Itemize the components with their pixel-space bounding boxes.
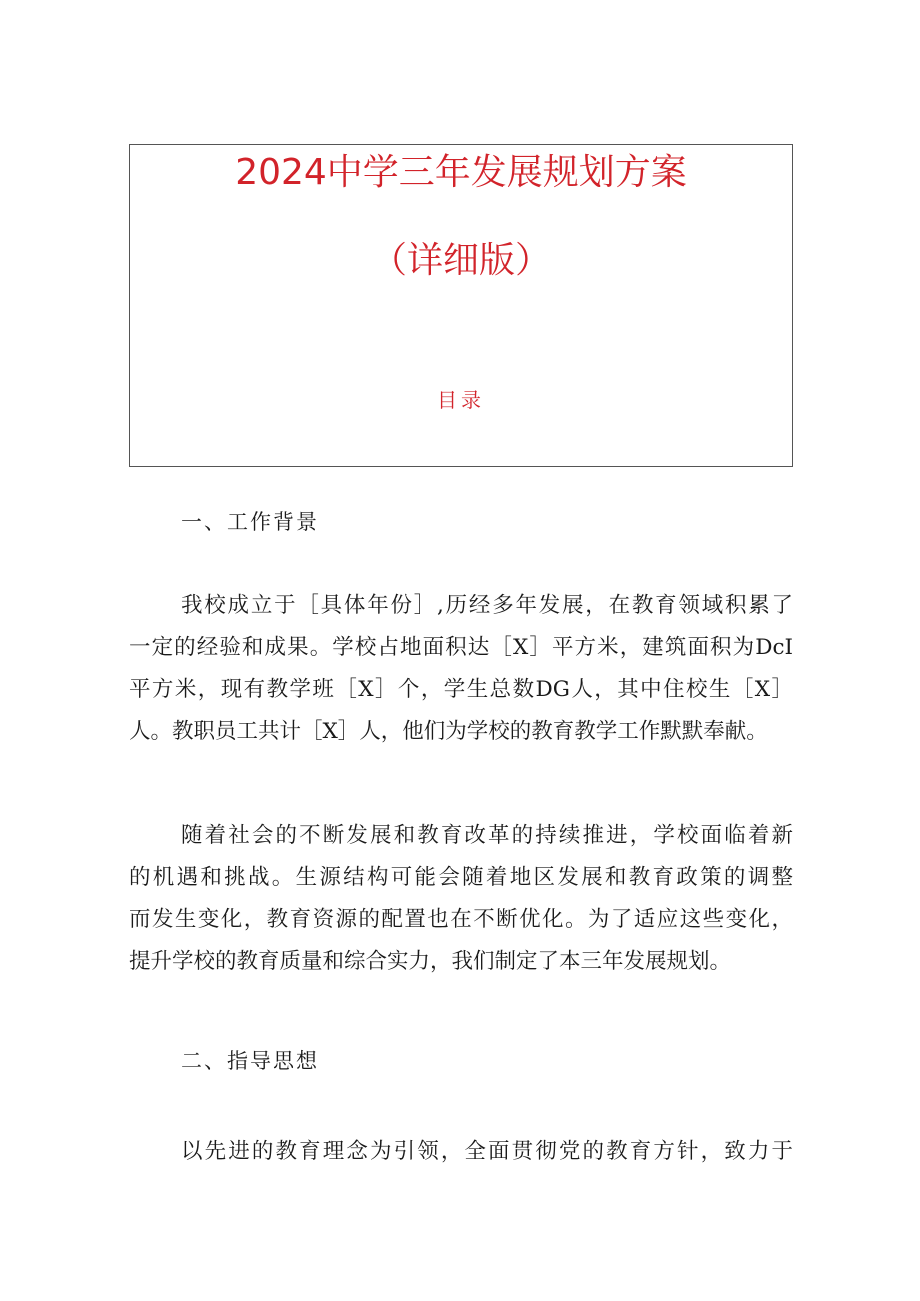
section-heading-guiding-ideology: 二、指导思想 (181, 1049, 319, 1073)
paragraph-line: 人。教职员工共计［X］人，他们为学校的教育教学工作默默奉献。 (129, 719, 768, 744)
paragraph-line: 而发生变化，教育资源的配置也在不断优化。为了适应这些变化， (129, 907, 793, 932)
paragraph-line: 提升学校的教育质量和综合实力，我们制定了本三年发展规划。 (129, 949, 732, 974)
paragraph-background-2 (129, 815, 793, 983)
document-subtitle: （详细版） (370, 240, 551, 281)
table-of-contents-label: 目录 (437, 388, 485, 412)
paragraph-guiding-ideology-1 (129, 1131, 793, 1173)
paragraph-line: 以先进的教育理念为引领，全面贯彻党的教育方针，致力于 (181, 1139, 793, 1164)
paragraph-line: 随着社会的不断发展和教育改革的持续推进，学校面临着新 (181, 823, 793, 848)
document-title: 2024中学三年发展规划方案 (235, 152, 687, 193)
paragraph-line: 我校成立于［具体年份］,历经多年发展，在教育领域积累了 (181, 593, 793, 618)
paragraph-background-1 (129, 585, 793, 753)
section-heading-background: 一、工作背景 (181, 510, 319, 534)
paragraph-line: 一定的经验和成果。学校占地面积达［X］平方米，建筑面积为DcI (129, 635, 793, 660)
paragraph-line: 平方米，现有教学班［X］个，学生总数DG人，其中住校生［X］ (129, 677, 793, 702)
cover-title-box (129, 144, 793, 467)
paragraph-line: 的机遇和挑战。生源结构可能会随着地区发展和教育政策的调整 (129, 865, 793, 890)
